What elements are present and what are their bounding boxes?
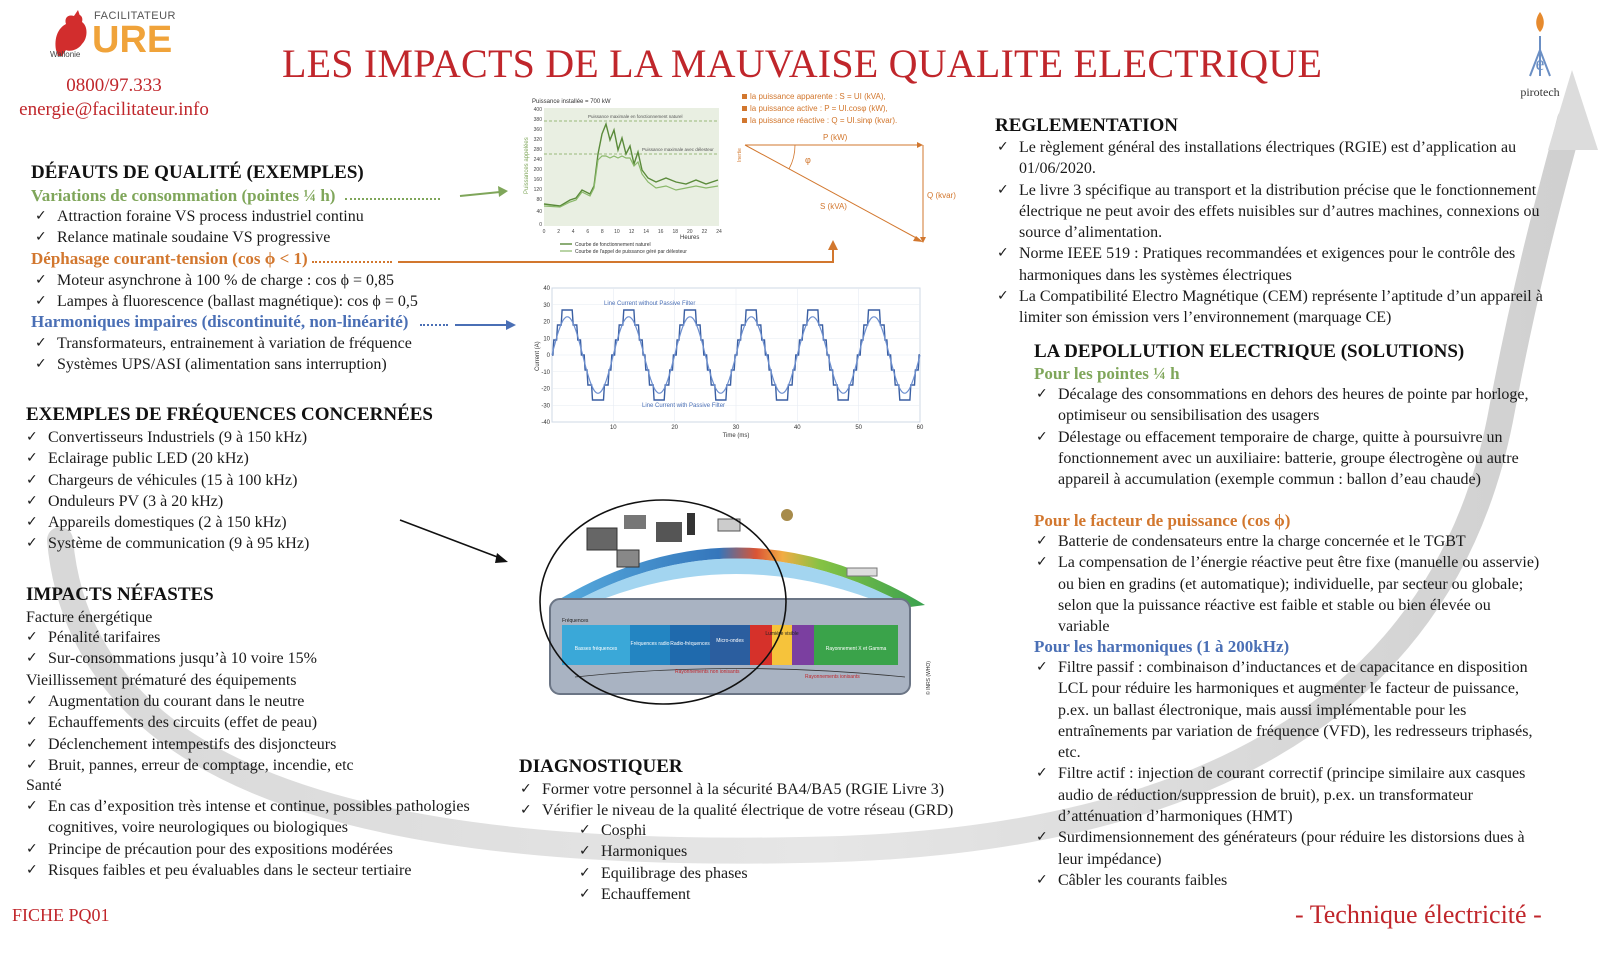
list-item: ✓ Sur-consommations jusqu’à 10 voire 15% [22,648,492,669]
band-label: Fréquences radio [630,641,670,647]
list-item: ✓ Equilibrage des phases [575,863,875,884]
load-xtick: 22 [701,229,708,235]
load-ytick: 80 [536,197,542,203]
logo-ure: URE [92,19,173,61]
current-ytick: 30 [543,302,550,309]
load-max-limited-label: Puissance maximale avec délesteur [642,147,714,152]
load-top-label: Puissance installée = 700 kW [532,99,611,105]
list-item: ✓ Transformateurs, entrainement à variation de fréquence [31,333,501,354]
list-item: ✓ Lampes à fluorescence (ballast magnétique): cos ϕ = 0,5 [31,291,501,312]
load-ytick: 280 [533,147,542,153]
current-label-with: Line Current with Passive Filter [642,403,726,409]
load-xtick: 16 [657,229,664,235]
reglementation-heading: REGLEMENTATION [995,115,1178,136]
current-ytick: 0 [546,353,550,359]
spectrum-credit: © INRS (WHO) [926,661,932,695]
band-label: Basses fréquences [574,646,618,652]
current-xtick: 40 [793,425,801,431]
load-max-natural-label: Puissance maximale en fonctionnement naturel [588,114,683,119]
list-item: ✓ Systèmes UPS/ASI (alimentation sans interruption) [31,354,501,375]
band-xray [814,625,898,665]
spectrum-non-ionising: Rayonnements non ionisants [675,669,740,675]
load-xtick: 6 [586,229,590,235]
impacts-cat-vieillissement: Vieillissement prématuré des équipements [26,672,297,689]
power-bullet [742,106,747,111]
load-xtick: 14 [643,229,649,235]
computer-icon [656,522,682,542]
current-ytick: 10 [543,336,550,343]
current-ytick: 40 [543,286,550,292]
radio-icon [617,550,639,567]
current-ytick: -40 [541,420,550,426]
load-ytick: 320 [533,137,542,143]
list-item: ✓ Câbler les courants faibles [1032,870,1542,891]
svg-text:e: e [1535,53,1545,75]
load-ytick: 360 [533,127,542,133]
load-xtick: 0 [542,229,546,235]
impacts-list-sante [22,796,487,881]
xray-generator-icon [847,568,877,576]
list-item: ✓ Filtre actif : injection de courant correctif (principe similaire aux casques audio de réduction/suppression de bruit), p.ex. un transformateur d’atténuation d’harmoniques (HMT) [1032,763,1542,827]
depollution-sub-harmoniques: Pour les harmoniques (1 à 200kHz) [1034,637,1290,656]
list-item: ✓ Convertisseurs Industriels (9 à 150 kHz) [22,427,442,448]
load-legend: Courbe de l'appel de puissance géré par délesteur [575,249,687,254]
power-line2: la puissance active : P = UI.cosφ (kW), [750,104,888,113]
depollution-list-cos [1032,531,1542,637]
list-item: ✓ Surdimensionnement des générateurs (pour réduire les distorsions dues à leur impédance) [1032,827,1542,870]
diagnostiquer-list [516,779,1006,822]
impacts-cat-sante: Santé [26,777,62,794]
load-xtick: 18 [672,229,679,235]
contact-email[interactable]: energie@facilitateur.info [19,99,209,120]
load-xtick: 24 [716,229,722,235]
power-line3: la puissance réactive : Q = UI.sinφ (kvar). [750,116,898,125]
band-label: Rayonnement X et Gamma [825,646,887,652]
impacts-heading: IMPACTS NÉFASTES [26,584,214,605]
defauts-sub-harmoniques: Harmoniques impaires (discontinuité, non-linéarité) [31,312,409,331]
spectrum-ionising: Rayonnements ionisants [805,674,860,680]
load-ytick: 400 [533,107,542,113]
load-xtick: 8 [600,229,604,235]
current-ylabel: Current (A) [535,341,541,371]
power-s-label: S (kVA) [820,202,847,211]
current-xtick: 50 [855,425,863,431]
list-item: ✓ Echauffements des circuits (effet de peau) [22,712,492,733]
list-item: ✓ Principe de précaution pour des expositions modérées [22,839,487,860]
current-ytick: -10 [541,369,550,376]
spectrum-bands [562,625,898,665]
band-microwave [710,625,750,665]
footer-category: - Technique électricité - [1295,900,1542,929]
logo-small-text: FACILITATEUR [94,10,176,22]
load-legend: Courbe de fonctionnement naturel [575,242,651,248]
load-xtick: 2 [557,229,560,235]
frequences-list [22,427,442,555]
list-item: ✓ Bruit, pannes, erreur de comptage, incendie, etc [22,755,492,776]
list-item: ✓ Le livre 3 spécifique au transport et la distribution précise que le fonctionnement électrique ne peut avoir des effets nuisibles sur d’autres machines, connexions ou source d’alimentation. [993,180,1548,244]
current-xtick: 20 [671,425,679,431]
television-icon [587,528,617,550]
load-yticks [534,107,543,228]
load-ytick: 200 [533,167,542,173]
list-item: ✓ Délestage ou effacement temporaire de charge, quitte à poursuivre un fonctionnement avec un auxiliaire: batterie, groupe électrogène ou autre appareil à accumulation (exemple commun : ballon d’eau chaude) [1032,427,1542,491]
list-item: ✓ Echauffement [575,884,875,905]
list-item: ✓ En cas d’exposition très intense et continue, possibles pathologies cognitives, voire neurologiques ou biologiques [22,796,487,839]
power-phi: φ [805,155,811,165]
spectrum-figure [525,495,945,710]
list-item: ✓ Norme IEEE 519 : Pratiques recommandées et exigences pour le contrôle des harmoniques dans les systèmes électriques [993,243,1548,286]
list-item: ✓ Filtre passif : combinaison d’inductances et de capacitance en disposition LCL pour réduire les harmoniques et augmenter le facteur de puissance, p.ex. un ballast électronique, mais aussi implémentable pour les entraînements par variation de fréquence (VFD), les redresseurs triphasés, etc. [1032,657,1542,763]
load-ylabel: Puissances appelées [524,137,530,194]
current-yticks [541,286,550,426]
list-item: ✓ Harmoniques [575,841,875,862]
list-item: ✓ Décalage des consommations en dehors des heures de pointe par horloge, optimiseur ou sensibilisation des usagers [1032,384,1542,427]
load-xtick: 12 [628,229,635,235]
power-q-label: Q (kvar) [927,191,956,200]
list-item: ✓ Augmentation du courant dans le neutre [22,691,492,712]
pirotech-label: pirotech [1520,85,1560,99]
list-item: ✓ Pénalité tarifaires [22,627,492,648]
load-ytick: 160 [533,177,542,183]
logo-region: Wallonie [50,50,81,59]
current-xticks [610,425,924,431]
contact-phone[interactable]: 0800/97.333 [66,75,162,96]
current-ytick: 20 [543,319,550,326]
list-item: ✓ Chargeurs de véhicules (15 à 100 kHz) [22,470,442,491]
list-item: ✓ Déclenchement intempestifs des disjoncteurs [22,734,492,755]
list-item: ✓ Vérifier le niveau de la qualité électrique de votre réseau (GRD) [516,800,1006,821]
power-q-arrowhead [920,237,926,243]
list-item: ✓ Moteur asynchrone à 100 % de charge : cos ϕ = 0,85 [31,270,501,291]
band-label: Lumière visible [765,631,799,637]
power-s-vector [745,145,920,240]
depollution-heading: LA DEPOLLUTION ELECTRIQUE (SOLUTIONS) [1034,341,1465,362]
list-item: ✓ Batterie de condensateurs entre la charge concernée et le TGBT [1032,531,1542,552]
current-xtick: 30 [732,425,740,431]
power-bullet [742,118,747,123]
defauts-sub-dephasage: Déphasage courant-tension (cos ϕ < 1) [31,249,308,268]
mobile-phone-icon [687,513,695,535]
list-item: ✓ Cosphi [575,820,875,841]
depollution-list-harmoniques [1032,657,1542,891]
list-item: ✓ Appareils domestiques (2 à 150 kHz) [22,512,442,533]
list-item: ✓ Onduleurs PV (3 à 20 kHz) [22,491,442,512]
list-item: ✓ Relance matinale soudaine VS progressive [31,227,471,248]
list-item: ✓ La compensation de l’énergie réactive peut être fixe (manuelle ou asservie) ou bien en gradins (et automatique); individuelle, par secteur ou globale; selon que la puissance réactive est faible et stable ou bien élevée ou variable [1032,552,1542,637]
band-low-freq [562,625,630,665]
impacts-cat-facture: Facture énergétique [26,609,153,626]
load-ytick: 380 [533,117,542,123]
list-item: ✓ Le règlement général des installations électriques (RGIE) est d’application au 01/06/2020. [993,137,1548,180]
load-plot-area [544,108,719,226]
heat-lamp-icon [781,509,793,521]
diagnostiquer-heading: DIAGNOSTIQUER [519,756,683,777]
power-side-label: Inertie [737,148,743,162]
load-ytick: 0 [539,222,542,228]
impacts-list-vieillissement [22,691,492,776]
load-ytick: 120 [533,187,542,193]
current-label-without: Line Current without Passive Filter [604,301,696,307]
list-item: ✓ Eclairage public LED (20 kHz) [22,448,442,469]
load-xtick: 4 [571,229,575,235]
impacts-list-facture [22,627,492,670]
spectrum-freq-label: Fréquences [562,618,589,624]
power-bullet [742,94,747,99]
list-item: ✓ Risques faibles et peu évaluables dans le secteur tertiaire [22,860,487,881]
defauts-sub-variations: Variations de consommation (pointes ¼ h) [31,186,336,205]
current-xtick: 60 [916,425,924,431]
current-ytick: -30 [541,403,550,410]
radio-am-icon [624,515,646,529]
load-xtick: 10 [614,229,620,235]
defauts-heading: DÉFAUTS DE QUALITÉ (EXEMPLES) [31,162,364,183]
band-label: Micro-ondes [716,638,744,644]
power-p-label: P (kW) [823,133,848,142]
power-line1: la puissance apparente : S = UI (kVA), [750,92,886,101]
load-ytick: 40 [536,209,542,215]
current-ytick: -20 [541,386,550,393]
depollution-sub-pointes: Pour les pointes ¼ h [1034,364,1180,383]
list-item: ✓ Former votre personnel à la sécurité BA4/BA5 (RGIE Livre 3) [516,779,1006,800]
load-curve-figure [520,94,725,254]
depollution-list-pointes [1032,384,1542,490]
power-phi-arc [789,145,795,169]
diagnostiquer-sublist [575,820,875,905]
page-title: LES IMPACTS DE LA MAUVAISE QUALITE ELECTRIQUE [282,41,1323,86]
load-ytick: 240 [533,157,542,163]
band-label: Radio-fréquences [670,641,710,647]
current-waveform-figure [530,283,930,443]
current-xlabel: Time (ms) [722,433,750,439]
list-item: ✓ La Compatibilité Electro Magnétique (CEM) représente l’aptitude d’un appareil à limiter son émission vers l’environnement (marquage CE) [993,286,1548,329]
depollution-sub-cos: Pour le facteur de puissance (cos ϕ) [1034,511,1291,530]
list-item: ✓ Attraction foraine VS process industriel continu [31,206,471,227]
load-xlabel: Heures [680,235,700,241]
list-item: ✓ Système de communication (9 à 95 kHz) [22,533,442,554]
power-triangle-figure [735,90,965,250]
load-xtick: 20 [687,229,693,235]
reglementation-list [993,137,1548,329]
current-xtick: 10 [609,425,617,431]
frequences-heading: EXEMPLES DE FRÉQUENCES CONCERNÉES [26,404,433,425]
fiche-label: FICHE PQ01 [12,905,110,925]
power-p-arrowhead [917,142,923,148]
